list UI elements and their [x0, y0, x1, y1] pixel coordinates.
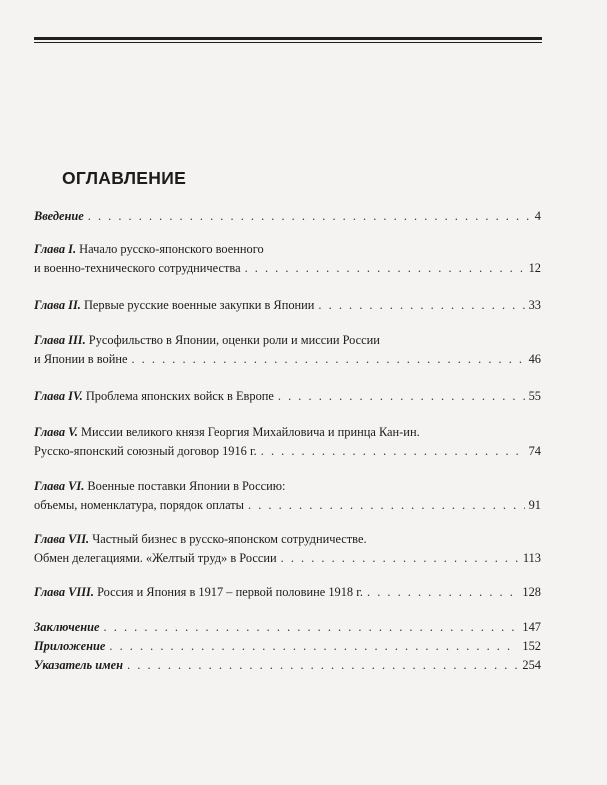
toc-entry-label: Приложение [34, 639, 106, 653]
toc-entry-line [34, 618, 541, 637]
dot-leader [281, 549, 519, 568]
toc-title: ОГЛАВЛЕНИЕ [62, 168, 187, 188]
toc-entry-title: Русофильство в Японии, оценки роли и миссии России [88, 333, 380, 347]
toc-entry-label: Глава VIII. [34, 585, 94, 599]
toc-entry-title: Россия и Япония в 1917 – первой половине 1918 г. [97, 585, 363, 599]
toc-entry-title: Русско-японский союзный договор 1916 г. [34, 444, 257, 458]
header-rule-thin [34, 42, 542, 43]
toc-entry-chapter-7[interactable] [34, 530, 541, 568]
toc-entry-label: Введение [34, 209, 84, 223]
toc-entry-introduction[interactable] [34, 207, 541, 226]
dot-leader [278, 387, 525, 406]
toc-entry-line [34, 350, 541, 369]
toc-page-number: 152 [522, 639, 541, 653]
toc-entry-title: объемы, номенклатура, порядок оплаты [34, 498, 245, 512]
dot-leader [318, 296, 524, 315]
toc-entry-chapter-4[interactable] [34, 387, 541, 406]
toc-entry-title: Обмен делегациями. «Желтый труд» в России [34, 551, 277, 565]
toc-entry-conclusion[interactable] [34, 618, 541, 637]
toc-page-number: 74 [528, 444, 541, 458]
header-rule-thick [34, 37, 542, 40]
dot-leader [104, 618, 519, 637]
dot-leader [131, 350, 524, 369]
toc-entry-line [34, 387, 541, 406]
dot-leader [88, 207, 531, 226]
toc-entry-appendix[interactable] [34, 637, 541, 656]
toc-entry-line [34, 423, 541, 442]
toc-entry-label: Глава VI. [34, 479, 85, 493]
toc-entry-label: Глава I. [34, 242, 77, 256]
toc-entry-line [34, 637, 541, 656]
toc-entry-title: и Японии в войне [34, 352, 128, 366]
toc-entry-name-index[interactable] [34, 656, 541, 675]
toc-page-number: 46 [528, 352, 541, 366]
toc-entry-line [34, 549, 541, 568]
toc-entry-chapter-2[interactable] [34, 296, 541, 315]
toc-entry-title: Первые русские военные закупки в Японии [83, 298, 315, 312]
toc-entry-title: Проблема японских войск в Европе [85, 389, 274, 403]
toc-entry-label: Глава V. [34, 425, 78, 439]
toc-entry-line [34, 296, 541, 315]
dot-leader [127, 656, 518, 675]
toc-entry-line [34, 331, 541, 350]
toc-entry-label: Глава VII. [34, 532, 90, 546]
toc-entry-chapter-1[interactable] [34, 240, 541, 278]
toc-entry-line [34, 442, 541, 461]
toc-page-number: 91 [528, 498, 541, 512]
toc-entry-label: Глава IV. [34, 389, 83, 403]
toc-entry-label: Глава III. [34, 333, 86, 347]
toc-entry-line [34, 656, 541, 675]
toc-entry-line [34, 583, 541, 602]
toc-page-number: 128 [522, 585, 541, 599]
toc-page-number: 12 [528, 261, 541, 275]
toc-page-number: 33 [528, 298, 541, 312]
dot-leader [261, 442, 525, 461]
toc-entry-title: Военные поставки Японии в Россию: [87, 479, 286, 493]
toc-entry-title: Миссии великого князя Георгия Михайловича и принца Кан-ин. [81, 425, 420, 439]
dot-leader [109, 637, 518, 656]
toc-entry-label: Указатель имен [34, 658, 124, 672]
toc-entry-chapter-8[interactable] [34, 583, 541, 602]
toc-entry-label: Глава II. [34, 298, 81, 312]
toc-entry-line [34, 207, 541, 226]
toc-entry-title: Начало русско-японского военного [79, 242, 264, 256]
dot-leader [245, 259, 525, 278]
toc-entry-title: Частный бизнес в русско-японском сотрудничестве. [92, 532, 367, 546]
toc-page-number: 254 [522, 658, 541, 672]
toc-page-number: 113 [522, 551, 541, 565]
toc-entry-line [34, 496, 541, 515]
toc-entry-chapter-5[interactable] [34, 423, 541, 461]
dot-leader [248, 496, 525, 515]
toc-page-number: 55 [528, 389, 541, 403]
dot-leader [367, 583, 518, 602]
toc-entry-line [34, 259, 541, 278]
toc-entry-label: Заключение [34, 620, 100, 634]
toc-page-number: 4 [534, 209, 541, 223]
toc-entry-chapter-6[interactable] [34, 477, 541, 515]
toc-entry-line [34, 477, 541, 496]
toc-entry-line [34, 530, 541, 549]
toc-entry-line [34, 240, 541, 259]
toc-entry-chapter-3[interactable] [34, 331, 541, 369]
toc-entry-title: и военно-технического сотрудничества [34, 261, 241, 275]
toc-page-number: 147 [522, 620, 541, 634]
